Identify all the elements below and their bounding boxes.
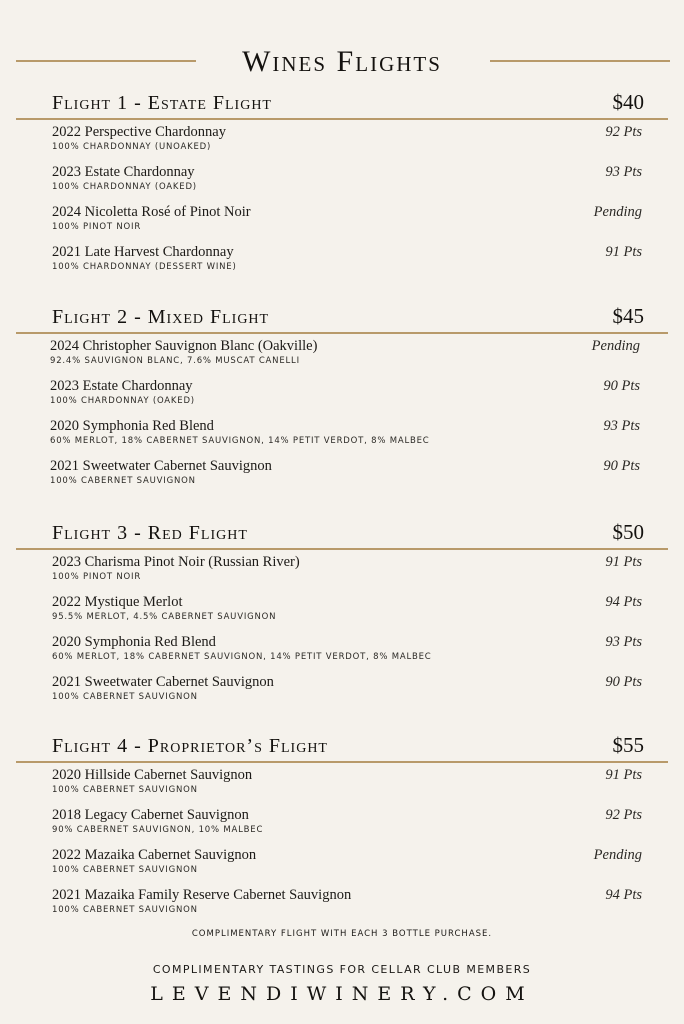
wine-blend: 100% CABERNET SAUVIGNON <box>52 785 198 795</box>
wine-name: 2022 Mystique Merlot <box>52 594 183 610</box>
website-url[interactable]: LEVENDIWINERY.COM <box>150 983 534 1005</box>
wine-name: 2018 Legacy Cabernet Sauvignon <box>52 807 249 823</box>
wine-item <box>50 334 640 374</box>
wine-score: 91 Pts <box>605 244 642 260</box>
wine-score: 92 Pts <box>605 807 642 823</box>
wine-score: 90 Pts <box>603 458 640 474</box>
wine-name: 2021 Sweetwater Cabernet Sauvignon <box>52 674 274 690</box>
wine-item <box>52 630 642 670</box>
flight-price: $45 <box>612 304 644 328</box>
wine-blend: 100% CABERNET SAUVIGNON <box>52 905 198 915</box>
wine-blend: 100% CABERNET SAUVIGNON <box>52 692 198 702</box>
flight-4 <box>0 733 684 923</box>
wine-name: 2021 Mazaika Family Reserve Cabernet Sauvignon <box>52 887 352 903</box>
flight-2 <box>0 304 684 494</box>
wine-name: 2021 Late Harvest Chardonnay <box>52 244 234 260</box>
wine-blend: 92.4% SAUVIGNON BLANC, 7.6% MUSCAT CANELLI <box>50 356 300 366</box>
wine-blend: 100% PINOT NOIR <box>52 572 142 582</box>
wine-blend: 100% CHARDONNAY (UNOAKED) <box>52 142 212 152</box>
wine-name: 2021 Sweetwater Cabernet Sauvignon <box>50 458 272 474</box>
page-title: Wines Flights <box>242 45 442 78</box>
wine-name: 2024 Christopher Sauvignon Blanc (Oakville) <box>50 338 318 354</box>
wine-item <box>52 200 642 240</box>
flight-name: Flight 2 - Mixed Flight <box>52 306 270 328</box>
wine-blend: 100% CHARDONNAY (DESSERT WINE) <box>52 262 237 272</box>
wine-score: Pending <box>591 338 640 354</box>
wine-item <box>50 414 640 454</box>
flight-name: Flight 3 - Red Flight <box>52 522 248 544</box>
flight-name: Flight 4 - Proprietor’s Flight <box>52 735 328 757</box>
wine-item <box>52 240 642 280</box>
wine-blend: 90% CABERNET SAUVIGNON, 10% MALBEC <box>52 825 264 835</box>
wine-score: 94 Pts <box>605 887 642 903</box>
wine-score: 91 Pts <box>605 554 642 570</box>
title-row <box>0 40 684 84</box>
wine-name: 2020 Hillside Cabernet Sauvignon <box>52 767 253 783</box>
flight-1 <box>0 90 684 280</box>
wine-item <box>52 590 642 630</box>
wine-name: 2023 Estate Chardonnay <box>50 378 193 394</box>
wine-item <box>52 803 642 843</box>
wine-name: 2024 Nicoletta Rosé of Pinot Noir <box>52 204 251 220</box>
wine-name: 2022 Mazaika Cabernet Sauvignon <box>52 847 257 863</box>
wine-score: 91 Pts <box>605 767 642 783</box>
wine-score: 92 Pts <box>605 124 642 140</box>
flight-3 <box>0 520 684 710</box>
wine-score: 90 Pts <box>605 674 642 690</box>
wine-item <box>52 670 642 710</box>
wine-blend: 100% CABERNET SAUVIGNON <box>50 476 196 486</box>
wine-name: 2020 Symphonia Red Blend <box>50 418 214 434</box>
wine-item <box>52 763 642 803</box>
flight-name: Flight 1 - Estate Flight <box>52 92 272 114</box>
flight-header <box>16 520 668 550</box>
wine-item <box>52 843 642 883</box>
wine-item <box>52 160 642 200</box>
wine-name: 2020 Symphonia Red Blend <box>52 634 216 650</box>
wine-score: Pending <box>593 847 642 863</box>
wine-blend: 100% CABERNET SAUVIGNON <box>52 865 198 875</box>
wine-item <box>52 883 642 923</box>
wine-score: 93 Pts <box>605 164 642 180</box>
flight-header <box>16 90 668 120</box>
wine-score: Pending <box>593 204 642 220</box>
wine-blend: 100% CHARDONNAY (OAKED) <box>52 182 197 192</box>
wine-item <box>50 374 640 414</box>
flight-price: $55 <box>612 733 644 757</box>
wine-score: 93 Pts <box>603 418 640 434</box>
wine-blend: 100% CHARDONNAY (OAKED) <box>50 396 195 406</box>
flight-header <box>16 733 668 763</box>
wine-blend: 100% PINOT NOIR <box>52 222 142 232</box>
wine-blend: 60% MERLOT, 18% CABERNET SAUVIGNON, 14% PETIT VERDOT, 8% MALBEC <box>52 652 432 662</box>
cellar-club-note: COMPLIMENTARY TASTINGS FOR CELLAR CLUB MEMBERS <box>152 963 532 976</box>
flight-price: $50 <box>612 520 644 544</box>
wine-item <box>50 454 640 494</box>
flight-header <box>16 304 668 334</box>
wine-name: 2023 Charisma Pinot Noir (Russian River) <box>52 554 300 570</box>
wine-blend: 60% MERLOT, 18% CABERNET SAUVIGNON, 14% PETIT VERDOT, 8% MALBEC <box>50 436 430 446</box>
wine-item <box>52 120 642 160</box>
wine-score: 94 Pts <box>605 594 642 610</box>
wine-name: 2023 Estate Chardonnay <box>52 164 195 180</box>
wine-name: 2022 Perspective Chardonnay <box>52 124 226 140</box>
flight-price: $40 <box>612 90 644 114</box>
wine-score: 90 Pts <box>603 378 640 394</box>
wine-item <box>52 550 642 590</box>
complimentary-flight-note: COMPLIMENTARY FLIGHT WITH EACH 3 BOTTLE PURCHASE. <box>191 929 493 939</box>
wine-blend: 95.5% MERLOT, 4.5% CABERNET SAUVIGNON <box>52 612 277 622</box>
wine-score: 93 Pts <box>605 634 642 650</box>
